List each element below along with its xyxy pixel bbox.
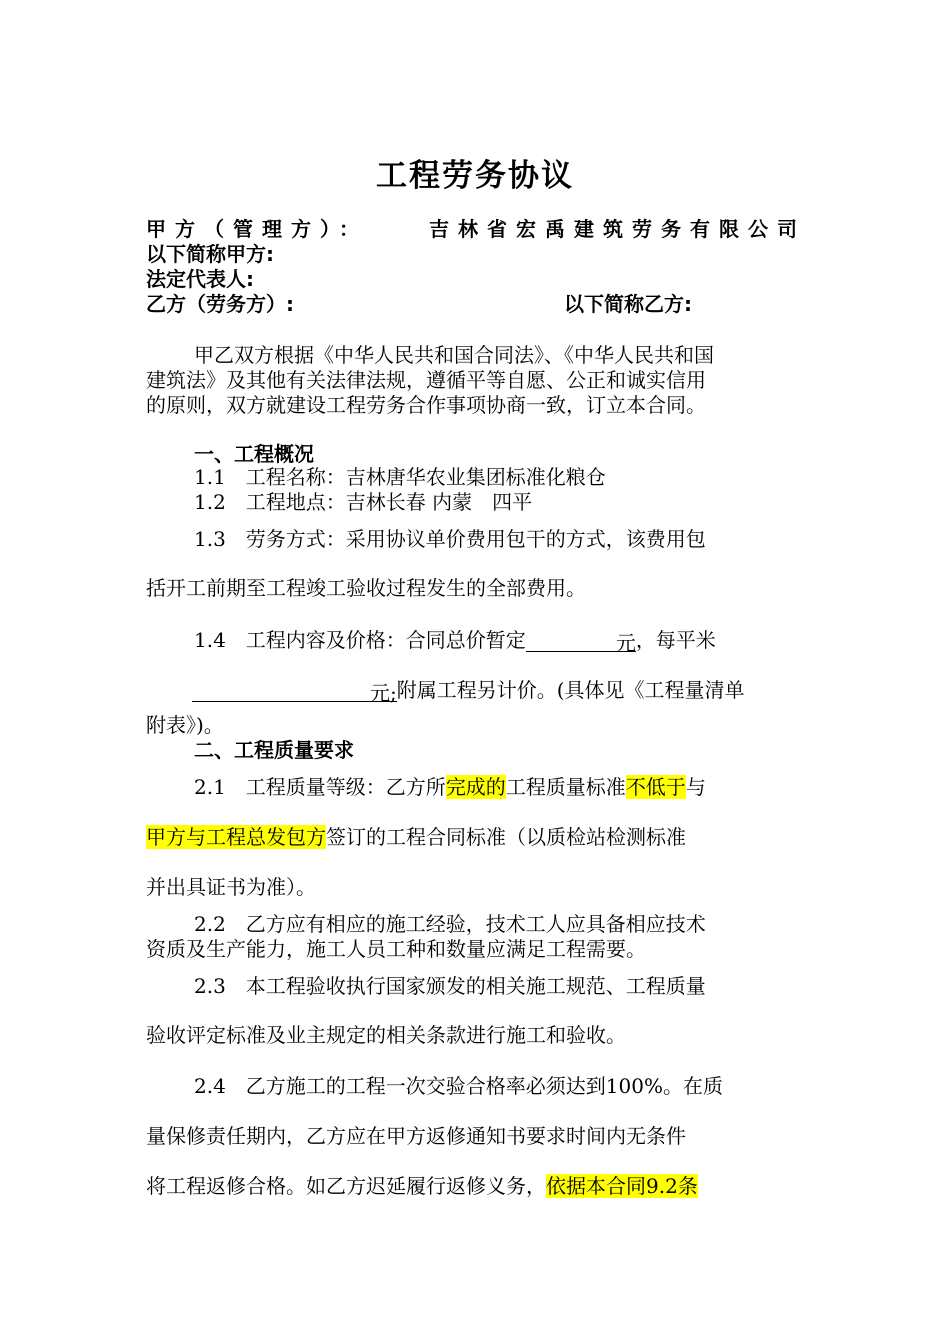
clause-2-1-line-3: 并出具证书为准）。 [146,875,316,899]
clause-1-2: 1.2 工程地点：吉林长春 内蒙 四平 [194,490,533,514]
clause-1-3-line-2: 括开工前期至工程竣工验收过程发生的全部费用。 [146,576,586,600]
party-b-label: 乙方（劳务方）: [146,292,294,316]
clause-2-3-line-1: 2.3 本工程验收执行国家颁发的相关施工规范、工程质量 [194,974,706,998]
highlight-clause-ref: 依据本合同9.2条 [546,1174,698,1198]
clause-1-1: 1.1 工程名称：吉林唐华农业集团标准化粮仓 [194,465,606,489]
clause-2-1-text-c: 与 [685,775,706,799]
clause-1-4-line-2 [146,678,806,705]
clause-2-3-line-2: 验收评定标准及业主规定的相关条款进行施工和验收。 [146,1023,626,1047]
clause-2-4-line-1: 2.4 乙方施工的工程一次交验合格率必须达到100%。在质 [194,1074,723,1098]
party-a-short: 以下简称甲方: [146,242,274,266]
unit-price-yuan: 元; [370,681,397,705]
preamble-line-3: 的原则，双方就建设工程劳务合作事项协商一致，订立本合同。 [146,393,706,417]
clause-1-4-annex: 附属工程另计价。(具体见《工程量清单 [396,678,745,702]
preamble-line-2: 建筑法》及其他有关法律法规，遵循平等自愿、公正和诚实信用 [146,368,706,392]
clause-2-4-line-3 [146,1174,806,1198]
legal-rep: 法定代表人: [146,267,254,291]
clause-2-4-text: 将工程返修合格。如乙方迟延履行返修义务， [146,1174,546,1198]
party-a-name: 吉林省宏禹建筑劳务有限公司 [429,217,806,241]
party-a-label: 甲方（管理方）： [146,217,368,241]
section-1-heading: 一、工程概况 [194,442,314,466]
party-b-line [146,292,806,316]
clause-1-4-line-3: 附表》)。 [146,713,224,737]
page-title: 工程劳务协议 [376,158,574,194]
highlight-completed: 完成的 [445,775,506,799]
preamble-line-1: 甲乙双方根据《中华人民共和国合同法》、《中华人民共和国 [194,343,714,367]
clause-2-1-line-1 [146,775,854,799]
clause-2-4-line-2: 量保修责任期内，乙方应在甲方返修通知书要求时间内无条件 [146,1124,686,1148]
clause-2-2-line-2: 资质及生产能力，施工人员工种和数量应满足工程需要。 [146,937,646,961]
highlight-not-lower: 不低于 [625,775,686,799]
clause-2-2-line-1: 2.2 乙方应有相应的施工经验，技术工人应具备相应技术 [194,912,706,936]
section-2-heading: 二、工程质量要求 [194,738,354,762]
party-a-line [146,217,806,241]
yuan-label: 元 [615,631,636,655]
party-b-short: 以下简称乙方: [564,292,692,316]
unit-price-blank [192,681,370,702]
highlight-parties: 甲方与工程总发包方 [146,825,326,849]
clause-1-3-line-1: 1.3 劳务方式：采用协议单价费用包干的方式，该费用包 [194,527,706,551]
clause-2-1-text-b: 工程质量标准 [505,775,626,799]
clause-2-1-text-a: 2.1 工程质量等级：乙方所 [194,775,446,799]
clause-2-1-text-d: 签订的工程合同标准（以质检站检测标准 [326,825,686,849]
clause-1-4-line-1 [146,628,854,655]
total-price-blank [526,631,616,652]
clause-2-1-line-2 [146,825,806,849]
clause-1-4-text: 1.4 工程内容及价格：合同总价暂定 [194,628,526,652]
per-sqm-label: ，每平米 [635,628,716,652]
